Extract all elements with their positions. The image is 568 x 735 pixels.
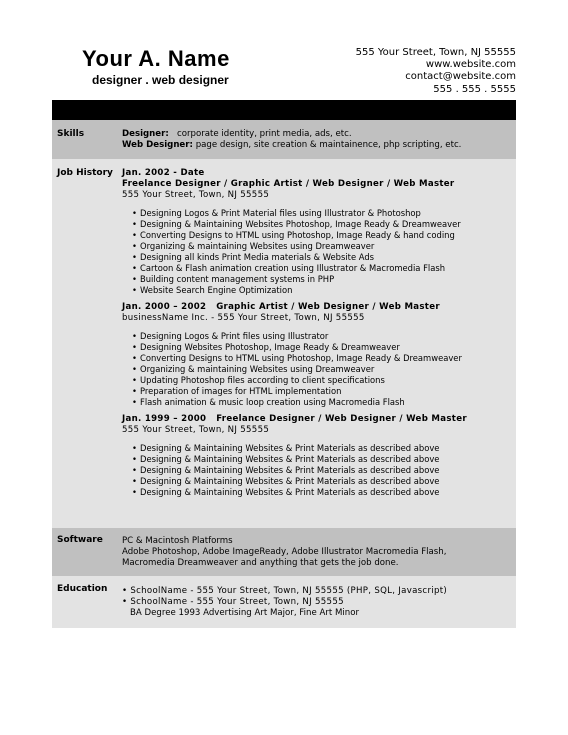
education-section <box>52 576 516 628</box>
list-item: • Organizing & maintaining Websites using Dreamweaver <box>132 364 510 375</box>
job-location: 555 Your Street, Town, NJ 55555 <box>122 190 270 200</box>
education-label: Education <box>57 584 108 594</box>
job-date: Jan. 1999 – 2000 <box>122 414 207 424</box>
resume-tagline: designer . web designer <box>92 73 229 87</box>
job-entry <box>122 168 510 296</box>
software-line: Adobe Photoshop, Adobe ImageReady, Adobe Illustrator Macromedia Flash, <box>122 547 447 557</box>
job-heading <box>122 414 510 425</box>
list-item: • Updating Photoshop files according to client specifications <box>132 375 510 386</box>
job-heading <box>122 302 510 313</box>
skills-section <box>52 120 516 159</box>
job-bullet-list <box>122 331 510 408</box>
job-title: Freelance Designer / Graphic Artist / Web Designer / Web Master <box>122 179 455 189</box>
education-item: • SchoolName - 555 Your Street, Town, NJ 55555 <box>122 597 344 607</box>
list-item: • Designing & Maintaining Websites & Print Materials as described above <box>132 465 510 476</box>
list-item: • Flash animation & music loop creation using Macromedia Flash <box>132 397 510 408</box>
list-item: • Designing Websites Photoshop, Image Ready & Dreamweaver <box>132 342 510 353</box>
job-date: Jan. 2000 – 2002 <box>122 302 207 312</box>
skill-title: Designer: <box>122 129 169 139</box>
skill-item <box>122 129 510 140</box>
skill-title: Web Designer: <box>122 140 193 150</box>
resume-name: Your A. Name <box>82 46 230 71</box>
skill-text: page design, site creation & maintainence, php scripting, etc. <box>195 140 462 150</box>
contact-block <box>356 47 516 96</box>
list-item: • Designing & Maintaining Websites & Print Materials as described above <box>132 487 510 498</box>
skills-content <box>122 129 510 151</box>
list-item: • Designing & Maintaining Websites & Print Materials as described above <box>132 454 510 465</box>
software-content <box>122 536 510 569</box>
job-history-content <box>122 168 510 498</box>
job-date: Jan. 2002 - Date <box>122 168 205 178</box>
job-entry <box>122 414 510 498</box>
list-item: • Converting Designs to HTML using Photoshop, Image Ready & Dreamweaver <box>132 353 510 364</box>
education-item-text: SchoolName - 555 Your Street, Town, NJ 55555 (PHP, SQL, Javascript) <box>130 586 448 596</box>
education-item: • SchoolName - 555 Your Street, Town, NJ 55555 (PHP, SQL, Javascript) <box>122 586 448 596</box>
job-entry <box>122 302 510 408</box>
software-label: Software <box>57 535 103 545</box>
list-item: • Designing Logos & Print files using Illustrator <box>132 331 510 342</box>
software-section <box>52 528 516 576</box>
skill-item <box>122 140 510 151</box>
software-line: PC & Macintosh Platforms <box>122 536 233 546</box>
job-title: Freelance Designer / Web Designer / Web Master <box>216 414 467 424</box>
list-item: • Building content management systems in PHP <box>132 274 510 285</box>
contact-email: contact@website.com <box>405 71 516 83</box>
job-bullet-list <box>122 208 510 296</box>
contact-website: www.website.com <box>425 59 516 71</box>
job-history-section <box>52 159 516 528</box>
list-item: • Converting Designs to HTML using Photoshop, Image Ready & hand coding <box>132 230 510 241</box>
education-degree: BA Degree 1993 Advertising Art Major, Fine Art Minor <box>130 608 360 618</box>
list-item: • Organizing & maintaining Websites using Dreamweaver <box>132 241 510 252</box>
list-item: • Designing & Maintaining Websites & Print Materials as described above <box>132 476 510 487</box>
header-divider-bar <box>52 100 516 120</box>
job-location: businessName Inc. - 555 Your Street, Town, NJ 55555 <box>122 313 365 323</box>
list-item: • Preparation of images for HTML implementation <box>132 386 510 397</box>
list-item: • Designing & Maintaining Websites & Print Materials as described above <box>132 443 510 454</box>
list-item: • Designing Logos & Print Material files using Illustrator & Photoshop <box>132 208 510 219</box>
job-history-label: Job History <box>57 168 113 178</box>
skill-text: corporate identity, print media, ads, etc. <box>177 129 352 139</box>
list-item: • Designing all kinds Print Media materials & Website Ads <box>132 252 510 263</box>
contact-phone: 555 . 555 . 5555 <box>433 83 516 95</box>
job-title: Graphic Artist / Web Designer / Web Master <box>216 302 440 312</box>
list-item: • Cartoon & Flash animation creation using Illustrator & Macromedia Flash <box>132 263 510 274</box>
job-location: 555 Your Street, Town, NJ 55555 <box>122 425 270 435</box>
skills-label: Skills <box>57 129 85 139</box>
list-item: • Designing & Maintaining Websites Photoshop, Image Ready & Dreamweaver <box>132 219 510 230</box>
contact-address: 555 Your Street, Town, NJ 55555 <box>355 47 516 58</box>
job-bullet-list <box>122 443 510 498</box>
education-item-text: SchoolName - 555 Your Street, Town, NJ 55555 <box>130 597 344 607</box>
list-item: • Website Search Engine Optimization <box>132 285 510 296</box>
education-content <box>122 586 510 619</box>
software-line: Macromedia Dreamweaver and anything that gets the job done. <box>122 558 399 568</box>
